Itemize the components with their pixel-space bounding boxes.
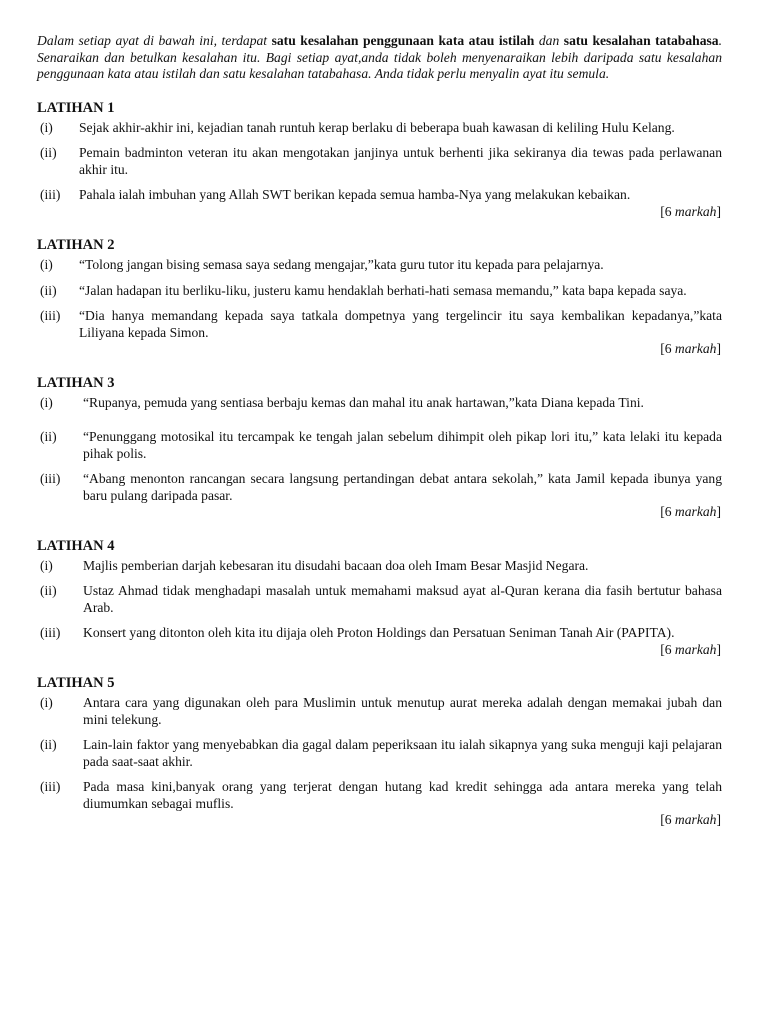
exercise-item bbox=[37, 625, 722, 642]
exercise-item bbox=[37, 187, 722, 204]
item-text: “Tolong jangan bising semasa saya sedang mengajar,”kata guru tutor itu kepada para pelajarnya. bbox=[79, 257, 604, 272]
item-text: “Abang menonton rancangan secara langsung pertandingan debat antara sekolah,” kata Jamil kepada ibunya yang baru pulang daripada pasar. bbox=[83, 471, 722, 503]
marks-suffix: ] bbox=[716, 203, 721, 219]
exercise-item bbox=[37, 145, 722, 178]
marks-word: markah bbox=[674, 341, 717, 356]
marks-word: markah bbox=[674, 641, 717, 657]
instructions bbox=[37, 33, 722, 83]
exercise-section-1 bbox=[37, 99, 722, 221]
item-number: (iii) bbox=[40, 308, 61, 323]
item-number: (ii) bbox=[40, 282, 57, 298]
marks-suffix: ] bbox=[716, 341, 721, 356]
exercise-item bbox=[37, 471, 722, 504]
exercise-item bbox=[37, 558, 722, 575]
marks-prefix: [6 bbox=[660, 203, 675, 219]
item-number: (i) bbox=[40, 695, 53, 710]
item-text: Pada masa kini,banyak orang yang terjerat dengan hutang kad kredit sehingga ada antara mereka yang telah diumumkan sebagai muflis. bbox=[83, 779, 722, 811]
item-number: (iii) bbox=[40, 471, 61, 486]
marks-suffix: ] bbox=[716, 504, 721, 519]
item-number: (i) bbox=[40, 257, 53, 272]
exercise-item bbox=[37, 779, 722, 812]
marks-label bbox=[37, 642, 721, 659]
exercise-title: LATIHAN 5 bbox=[37, 675, 115, 691]
item-text: Majlis pemberian darjah kebesaran itu disudahi bacaan doa oleh Imam Besar Masjid Negara. bbox=[83, 557, 589, 573]
marks-label bbox=[37, 812, 721, 829]
item-text: Sejak akhir-akhir ini, kejadian tanah runtuh kerap berlaku di beberapa buah kawasan di keliling Hulu Kelang. bbox=[79, 119, 675, 135]
instructions-bold-1: satu kesalahan penggunaan kata atau istilah bbox=[271, 33, 535, 48]
item-number: (i) bbox=[40, 557, 53, 573]
item-text: “Jalan hadapan itu berliku-liku, justeru kamu hendaklah berhati-hati semasa memandu,” kata bapa kepada saya. bbox=[79, 282, 687, 298]
exercise-item bbox=[37, 257, 722, 274]
marks-prefix: [6 bbox=[660, 504, 675, 519]
exercise-title: LATIHAN 4 bbox=[37, 537, 115, 554]
exercise-title: LATIHAN 3 bbox=[37, 374, 115, 391]
instructions-text-2: dan bbox=[534, 33, 564, 48]
marks-suffix: ] bbox=[716, 812, 721, 827]
item-number: (i) bbox=[40, 119, 53, 135]
marks-label bbox=[37, 504, 721, 521]
item-text: “Rupanya, pemuda yang sentiasa berbaju kemas dan mahal itu anak hartawan,”kata Diana kepada Tini. bbox=[83, 394, 644, 410]
exercise-title: LATIHAN 2 bbox=[37, 237, 115, 253]
instructions-text-3: . Senaraikan dan betulkan kesalahan itu. Bagi setiap ayat,anda tidak boleh menyenaraikan lebih daripada satu kesalahan penggunaan kata atau istilah dan satu kesalahan tatabahasa. Anda tidak perlu menyalin ayat itu semula. bbox=[37, 33, 722, 81]
exercise-section-4 bbox=[37, 537, 722, 659]
exercise-section-5 bbox=[37, 674, 722, 829]
marks-suffix: ] bbox=[716, 641, 721, 657]
item-text: Pahala ialah imbuhan yang Allah SWT berikan kepada semua hamba-Nya yang melakukan kebaikan. bbox=[79, 187, 631, 202]
item-text: “Dia hanya memandang kepada saya tatkala dompetnya yang tergelincir itu saya kembalikan kepadanya,”kata Liliyana kepada Simon. bbox=[79, 308, 722, 340]
item-number: (ii) bbox=[40, 145, 57, 160]
item-text: Pemain badminton veteran itu akan mengotakan janjinya untuk berhenti jika sekiranya dia tewas pada perlawanan akhir itu. bbox=[79, 145, 722, 177]
item-number: (ii) bbox=[40, 583, 57, 598]
exercise-item bbox=[37, 283, 722, 300]
item-text: “Penunggang motosikal itu tercampak ke tengah jalan sebelum dihimpit oleh pikap lori itu,” kata lelaki itu kepada pihak polis. bbox=[83, 429, 722, 461]
marks-word: markah bbox=[674, 812, 717, 827]
exercise-item bbox=[37, 429, 722, 462]
exercise-item bbox=[37, 695, 722, 728]
instructions-bold-2: satu kesalahan tatabahasa bbox=[563, 33, 719, 48]
marks-word: markah bbox=[674, 203, 717, 219]
marks-prefix: [6 bbox=[660, 341, 675, 356]
exercise-section-2 bbox=[37, 236, 722, 358]
item-text: Konsert yang ditonton oleh kita itu dijaja oleh Proton Holdings dan Persatuan Seniman Tanah Air (PAPITA). bbox=[83, 625, 675, 640]
exercise-item bbox=[37, 737, 722, 770]
exercise-item bbox=[37, 583, 722, 616]
item-number: (ii) bbox=[40, 737, 57, 752]
exercise-item bbox=[37, 308, 722, 341]
item-number: (iii) bbox=[40, 779, 61, 794]
marks-prefix: [6 bbox=[660, 812, 675, 827]
exercise-section-3 bbox=[37, 374, 722, 521]
exercise-item bbox=[37, 395, 722, 412]
item-number: (iii) bbox=[40, 625, 61, 640]
item-number: (ii) bbox=[40, 429, 57, 444]
marks-prefix: [6 bbox=[660, 641, 675, 657]
exercise-item bbox=[37, 120, 722, 137]
instructions-text-1: Dalam setiap ayat di bawah ini, terdapat bbox=[37, 33, 272, 48]
marks-word: markah bbox=[674, 504, 717, 519]
marks-label bbox=[37, 204, 721, 221]
marks-label bbox=[37, 341, 721, 358]
item-text: Antara cara yang digunakan oleh para Muslimin untuk menutup aurat mereka adalah dengan memakai jubah dan mini telekung. bbox=[83, 695, 722, 727]
item-text: Ustaz Ahmad tidak menghadapi masalah untuk memahami maksud ayat al-Quran kerana dia fasih bertutur bahasa Arab. bbox=[83, 583, 722, 615]
exercise-title: LATIHAN 1 bbox=[37, 99, 115, 116]
item-number: (i) bbox=[40, 394, 53, 410]
item-text: Lain-lain faktor yang menyebabkan dia gagal dalam peperiksaan itu ialah sikapnya yang suka menguji kaji pelajaran pada saat-saat akhir. bbox=[83, 737, 722, 769]
item-number: (iii) bbox=[40, 187, 61, 202]
